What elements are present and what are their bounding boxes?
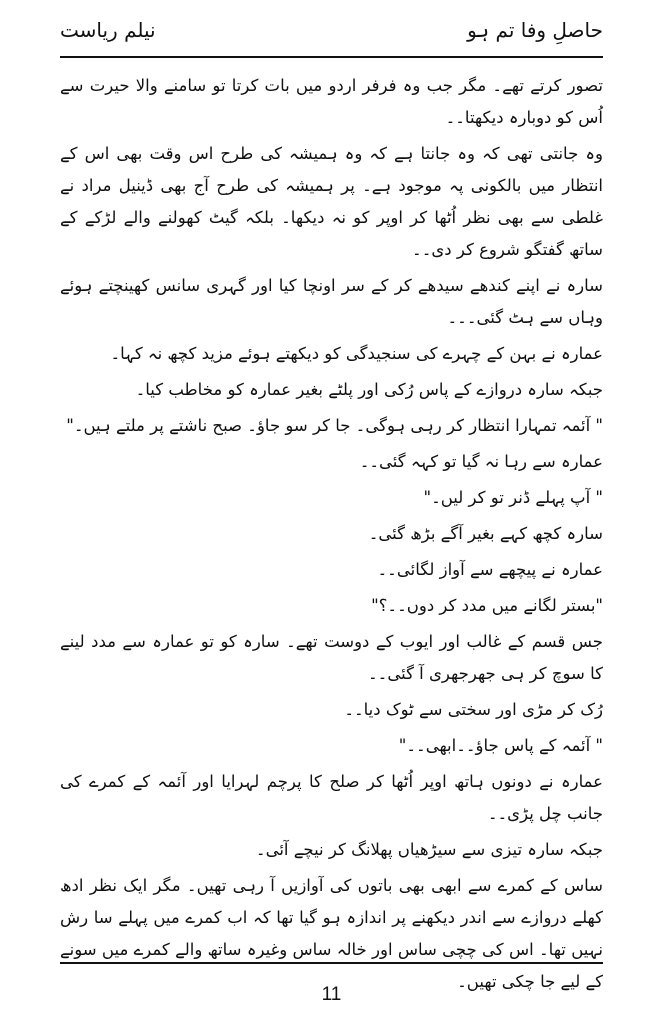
paragraph: سارہ نے اپنے کندھے سیدھے کر کے سر اونچا کیا اور گہری سانس کھینچتے ہوئے وہاں سے ہٹ گئی۔۔۔ [60,276,603,327]
author-name: نیلم ریاست [60,18,156,42]
paragraph: وہ جانتی تھی کہ وہ جانتا ہے کہ وہ ہمیشہ کی طرح اس وقت بھی اس کے انتظار میں بالکونی پہ موجود ہے۔ پر ہمیشہ کی طرح آج بھی ڈینیل مراد نے غلطی سے بھی نظر اُٹھا کر اوپر کو نہ دیکھا۔ بلکہ گیٹ کھولنے والے لڑکے کے ساتھ گفتگو شروع کر دی۔۔ [60,144,603,259]
book-title: حاصلِ وفا تم ہو [467,18,603,42]
paragraph: عمارہ نے بہن کے چہرے کی سنجیدگی کو دیکھتے ہوئے مزید کچھ نہ کہا۔ [110,344,603,363]
paragraph: تصور کرتے تھے۔ مگر جب وہ فرفر اردو میں بات کرتا تو سامنے والا حیرت سے اُس کو دوبارہ دیکھتا۔۔ [60,76,603,127]
paragraph: " آپ پہلے ڈنر تو کر لیں۔" [423,488,603,507]
paragraph: جبکہ سارہ تیزی سے سیڑھیاں پھلانگ کر نیچے آئی۔ [255,840,603,859]
paragraph: عمارہ نے دونوں ہاتھ اوپر اُٹھا کر صلح کا پرچم لہرایا اور آئمہ کے کمرے کی جانب چل پڑی۔۔ [60,772,603,823]
paragraph: جس قسم کے غالب اور ایوب کے دوست تھے۔ سارہ کو تو عمارہ سے مدد لینے کا سوچ کر ہی جھرجھری آ گئی۔۔ [60,632,603,683]
footer-divider [60,962,603,964]
paragraph: ساس کے کمرے سے ابھی بھی باتوں کی آوازیں آ رہی تھیں۔ مگر ایک نظر ادھ کھلے دروازے سے اندر دیکھنے پر اندازہ ہو گیا تھا کہ اب کمرے میں پہلے سا رش نہیں تھا۔ اس کی چچی ساس اور خالہ ساس وغیرہ ساتھ والے کمرے میں سونے کے لیے جا چکی تھیں۔ [60,876,603,991]
page-header [60,14,603,50]
paragraph: رُک کر مڑی اور سختی سے ٹوک دیا۔۔ [344,700,603,719]
paragraph: " آئمہ تمہارا انتظار کر رہی ہوگی۔ جا کر سو جاؤ۔ صبح ناشتے پر ملتے ہیں۔" [66,416,603,435]
paragraph: عمارہ سے رہا نہ گیا تو کہہ گئی۔۔ [359,452,603,471]
paragraph: جبکہ سارہ دروازے کے پاس رُکی اور پلٹے بغیر عمارہ کو مخاطب کیا۔ [135,380,603,399]
header-divider [60,56,603,58]
page-number: 11 [321,984,342,1005]
paragraph: " آئمہ کے پاس جاؤ۔۔ابھی۔۔" [398,736,603,755]
paragraph: عمارہ نے پیچھے سے آواز لگائی۔۔ [377,560,603,579]
paragraph: سارہ کچھ کہے بغیر آگے بڑھ گئی۔ [368,524,603,543]
page-body [60,70,603,991]
paragraph: "بستر لگانے میں مدد کر دوں۔۔؟" [371,596,603,615]
